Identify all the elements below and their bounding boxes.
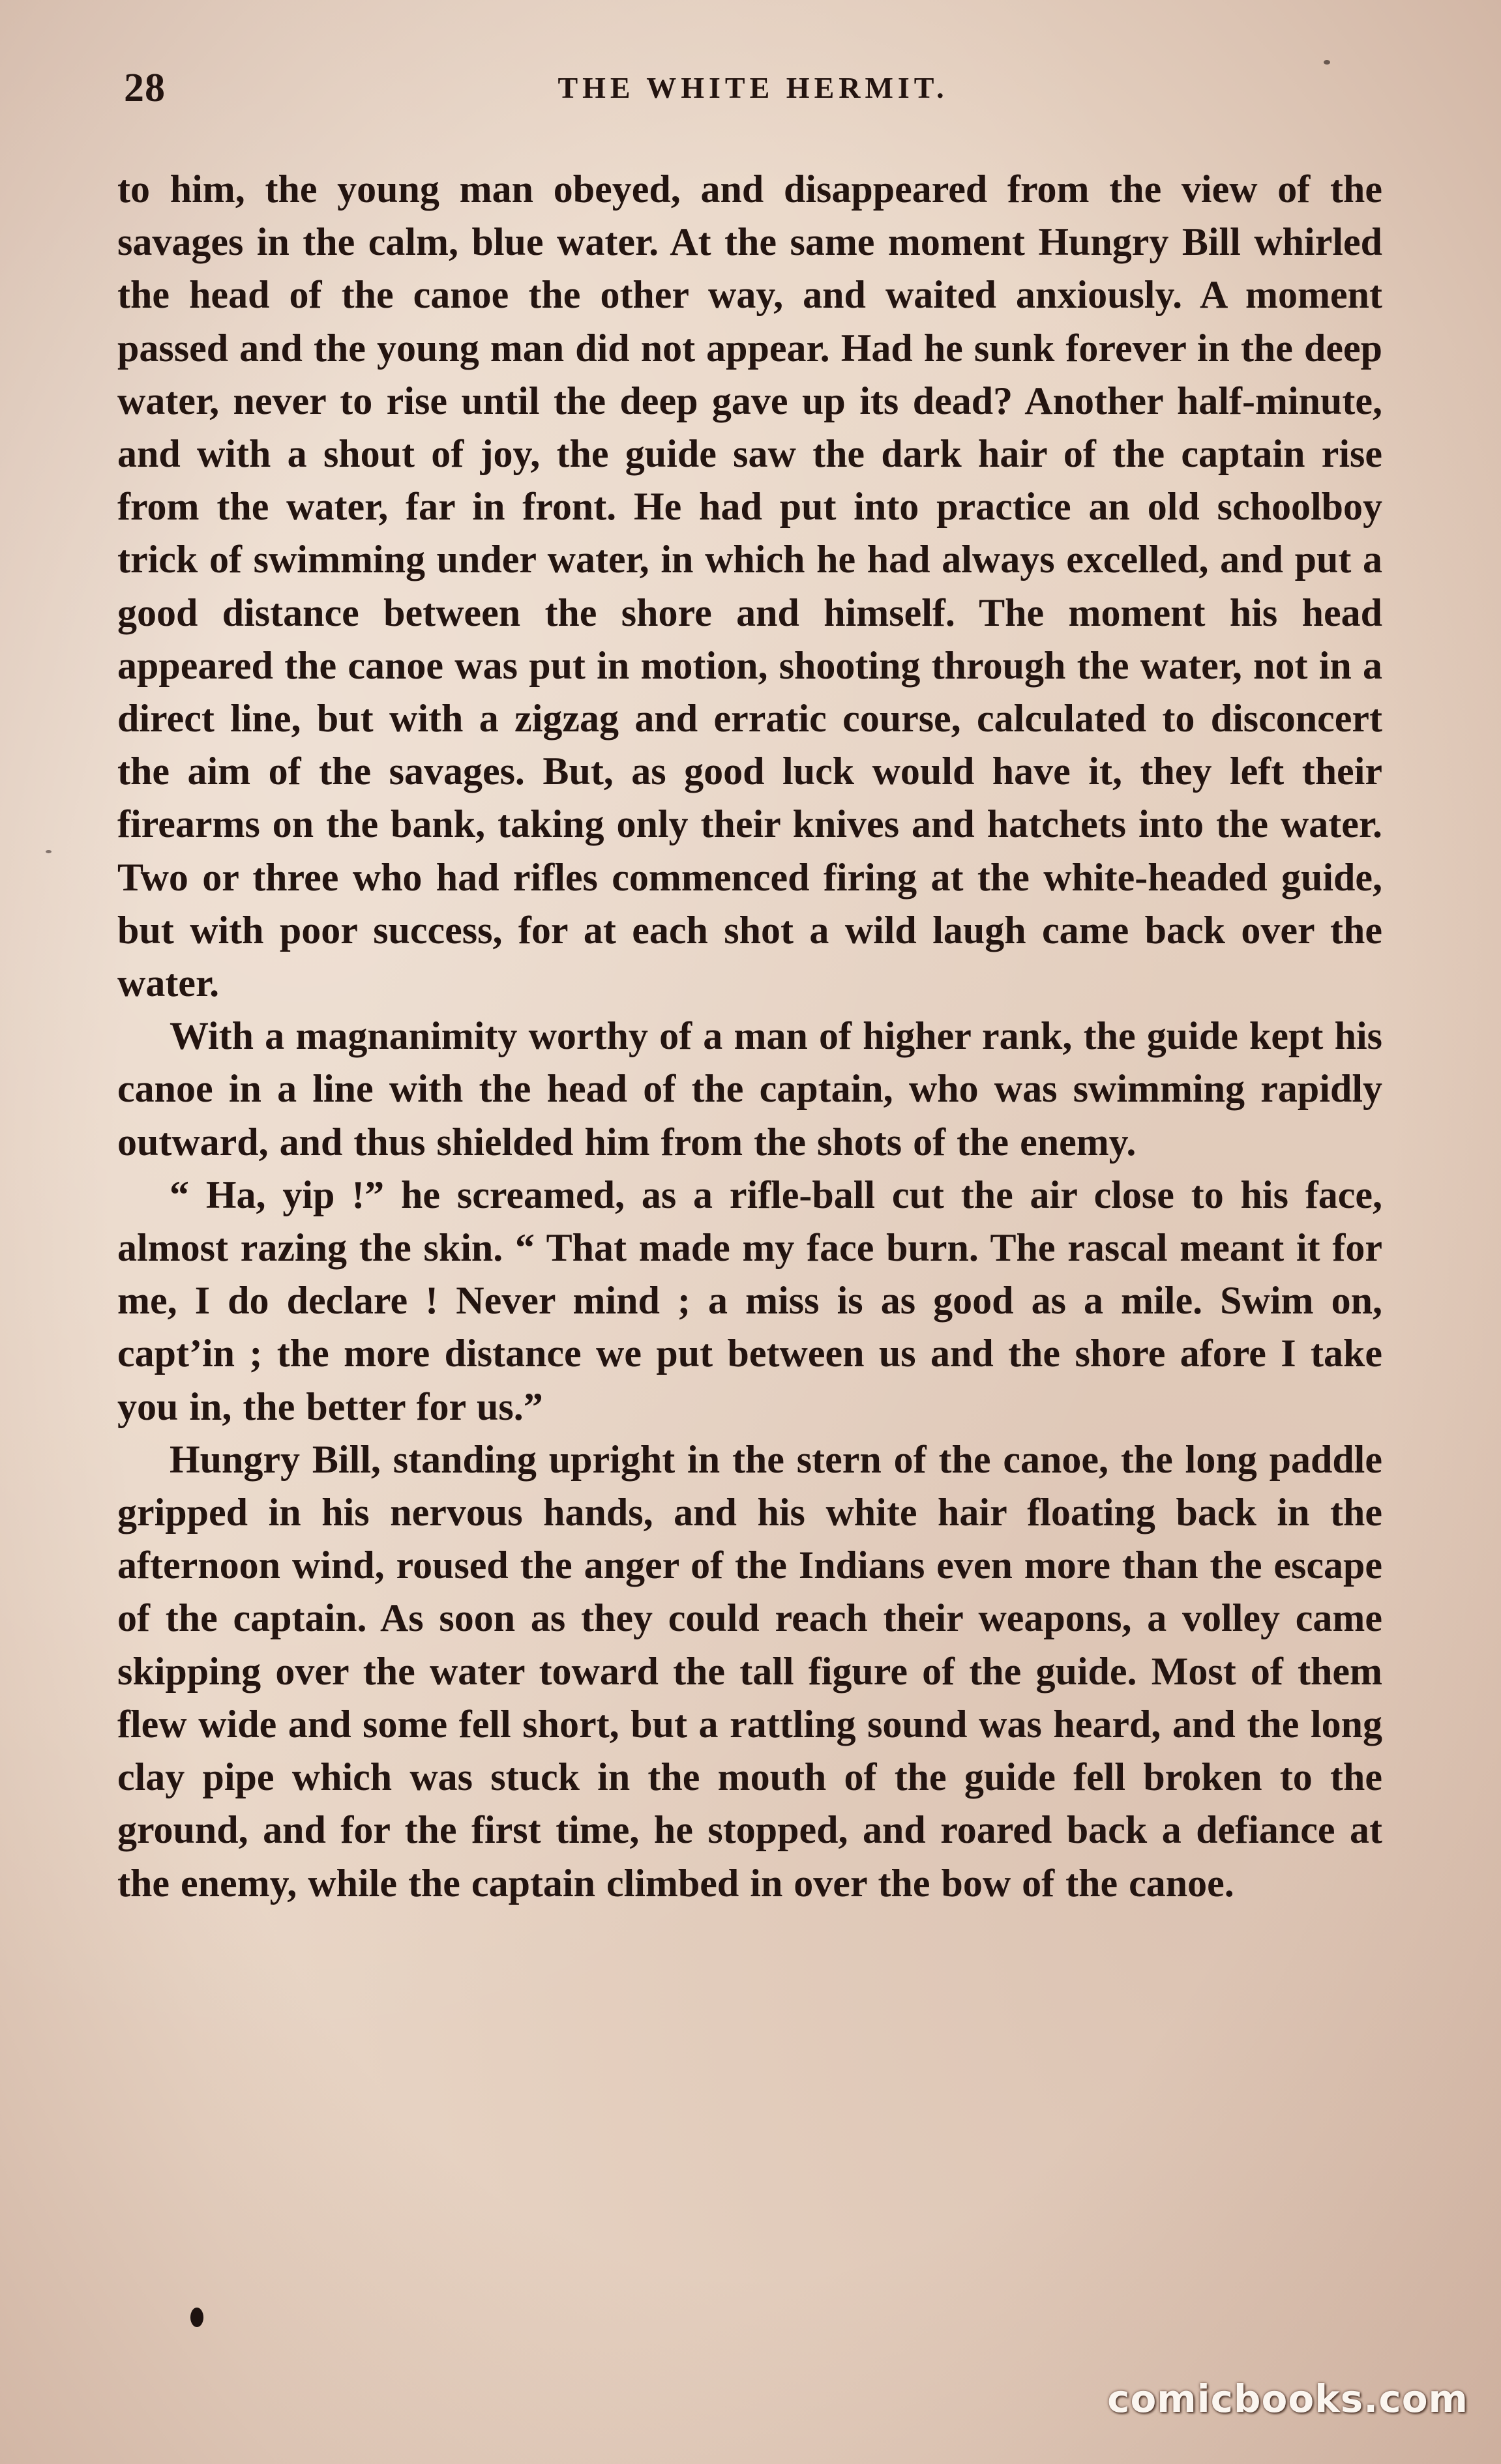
paragraph-3: “ Ha, yip !” he screamed, as a rifle-ball cut the air close to his face, almost razing the skin. “ That made my face burn. The rascal meant it for me, I do declare ! Never mind ; a miss is as good as a mile. Swim on, capt’in ; the more distance we put between us and the shore afore I take you in, the better for us.” [117, 1173, 1382, 1428]
running-head [117, 65, 1389, 117]
body-text [117, 163, 1382, 1910]
ink-speck-margin [46, 850, 52, 853]
running-title: THE WHITE HERMIT. [557, 71, 949, 104]
paragraph-4: Hungry Bill, standing upright in the stern of the canoe, the long paddle gripped in his nervous hands, and his white hair floating back in the afternoon wind, roused the anger of the Indians even more than the escape of the captain. As soon as they could reach their weapons, a volley came skipping over the water toward the tall figure of the guide. Most of them flew wide and some fell short, but a rattling sound was heard, and the long clay pipe which was stuck in the mouth of the guide fell broken to the ground, and for the first time, he stopped, and roared back a defiance at the enemy, while the captain climbed in over the bow of the canoe. [117, 1437, 1382, 1905]
page-number: 28 [124, 66, 166, 110]
paragraph-2: With a magnanimity worthy of a man of higher rank, the guide kept his canoe in a line with the head of the captain, who was swimming rapidly outward, and thus shielded him from the shots of the enemy. [117, 1014, 1382, 1164]
ink-speck-top [1324, 60, 1330, 65]
watermark: comicbooks.com [1107, 2377, 1468, 2421]
ink-speck [190, 2308, 203, 2327]
paragraph-1: to him, the young man obeyed, and disappeared from the view of the savages in the calm, blue water. At the same moment Hungry Bill whirled the head of the canoe the other way, and waited anxiously. A moment passed and the young man did not appear. Had he sunk forever in the deep water, never to rise until the deep gave up its dead? Another half-minute, and with a shout of joy, the guide saw the dark hair of the captain rise from the water, far in front. He had put into practice an old schoolboy trick of swimming under water, in which he had always excelled, and put a good distance between the shore and himself. The moment his head appeared the canoe was put in motion, shooting through the water, not in a direct line, but with a zigzag and erratic course, calculated to disconcert the aim of the savages. But, as good luck would have it, they left their firearms on the bank, taking only their knives and hatchets into the water. Two or three who had rifles commenced firing at the white-headed guide, but with poor success, for at each shot a wild laugh came back over the water. [117, 168, 1382, 1005]
